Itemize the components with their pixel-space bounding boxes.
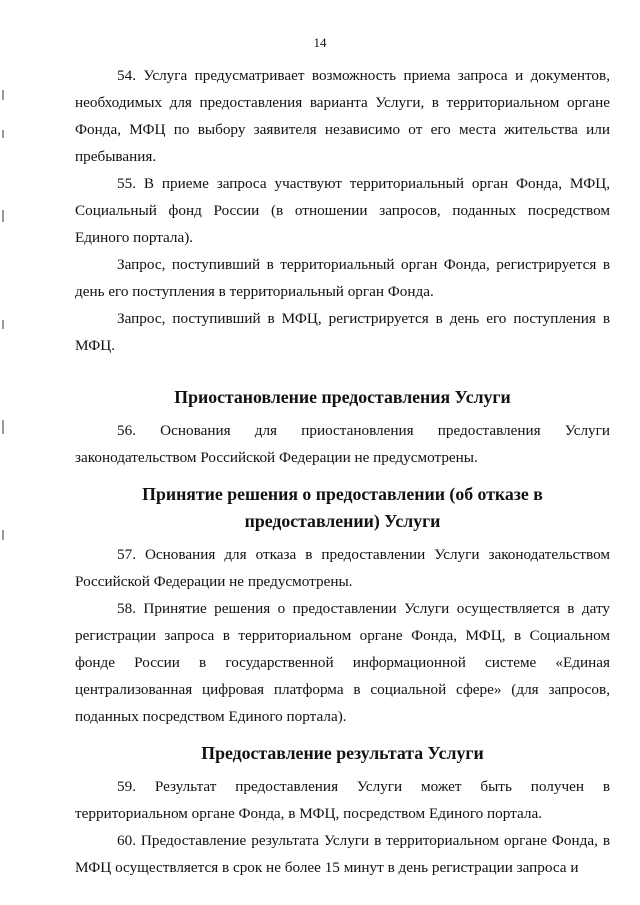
document-body: [75, 62, 610, 881]
paragraph-55-registration-mfc: Запрос, поступивший в МФЦ, регистрируется в день его поступления в МФЦ.: [75, 310, 610, 354]
heading-suspension: Приостановление предоставления Услуги: [174, 387, 511, 407]
paragraph-55-registration-fund: Запрос, поступивший в территориальный орган Фонда, регистрируется в день его поступления в территориальный орган Фонда.: [75, 256, 610, 300]
paragraph-56: 56. Основания для приостановления предоставления Услуги законодательством Российской Федерации не предусмотрены.: [75, 422, 610, 466]
paragraph-59: 59. Результат предоставления Услуги может быть получен в территориальном органе Фонда, в МФЦ, посредством Единого портала.: [75, 778, 610, 822]
heading-decision: Принятие решения о предоставлении (об отказе в предоставлении) Услуги: [142, 484, 543, 531]
heading-result: Предоставление результата Услуги: [201, 743, 484, 763]
page-number: 14: [313, 35, 327, 50]
paragraph-60: 60. Предоставление результата Услуги в территориальном органе Фонда, в МФЦ осуществляется в срок не более 15 минут в день регистрации запроса и: [75, 832, 610, 876]
scan-margin-marks: [2, 90, 5, 550]
paragraph-54: 54. Услуга предусматривает возможность приема запроса и документов, необходимых для предоставления варианта Услуги, в территориальном органе Фонда, МФЦ по выбору заявителя независимо от его места жительства или пребывания.: [75, 67, 610, 165]
paragraph-55: 55. В приеме запроса участвуют территориальный орган Фонда, МФЦ, Социальный фонд России (в отношении запросов, поданных посредством Единого портала).: [75, 175, 610, 246]
paragraph-57: 57. Основания для отказа в предоставлении Услуги законодательством Российской Федерации не предусмотрены.: [75, 546, 610, 590]
paragraph-58: 58. Принятие решения о предоставлении Услуги осуществляется в дату регистрации запроса в территориальном органе Фонда, МФЦ, в Социальном фонде России в государственной информационной системе «Единая централизованная цифровая платформа в социальной сфере» (для запросов, поданных посредством Единого портала).: [75, 600, 610, 725]
